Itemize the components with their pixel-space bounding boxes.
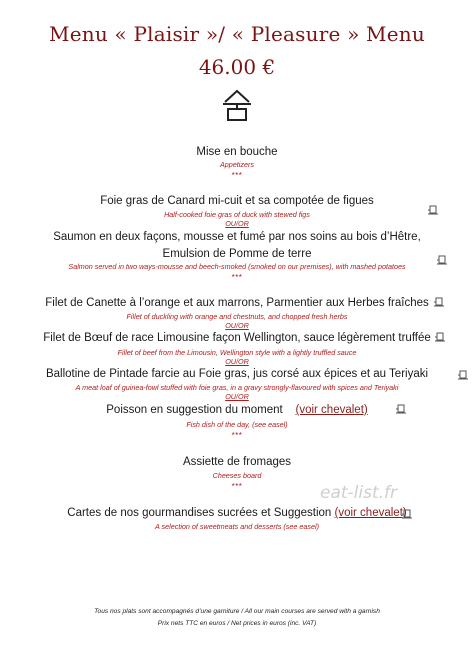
course-amuse-en: Appetizers xyxy=(220,160,254,169)
course-saumon-fr-line1: Saumon en deux façons, mousse et fumé par nos soins au bois d’Hêtre, xyxy=(53,231,421,243)
footer-garnish-note: Tous nos plats sont accompagnés d’une garniture / All our main courses are served with a garnish xyxy=(94,608,380,615)
menu-price: 46.00 € xyxy=(198,55,276,79)
dish-marker-icon xyxy=(401,509,413,520)
dish-marker-icon xyxy=(434,332,446,343)
separator-stars: *** xyxy=(231,431,243,440)
watermark: eat-list.fr xyxy=(320,483,398,503)
dish-marker-icon xyxy=(436,255,448,266)
dish-marker-icon xyxy=(433,297,445,308)
course-amuse-fr: Mise en bouche xyxy=(196,146,278,158)
course-boeuf-en: Fillet of beef from the Limousin, Wellington style with a lightly truffled sauce xyxy=(117,348,357,357)
course-poisson-fr: Poisson en suggestion du moment xyxy=(106,404,283,416)
course-canette-fr: Filet de Canette à l’orange et aux marrons, Parmentier aux Herbes fraîches xyxy=(45,297,429,309)
dish-marker-icon xyxy=(395,404,407,415)
separator-stars: *** xyxy=(231,482,243,491)
or-separator: OU/OR xyxy=(225,357,249,366)
course-poisson-en: Fish dish of the day, (see easel) xyxy=(186,420,288,429)
course-foie-en: Half-cooked foie gras of duck with stewed figs xyxy=(164,210,310,219)
course-canette-en: Fillet of duckling with orange and chestnuts, and chopped fresh herbs xyxy=(126,312,348,321)
easel-link[interactable]: (voir chevalet) xyxy=(295,404,368,416)
easel-link[interactable]: (voir chevalet) xyxy=(334,507,407,519)
house-logo-icon xyxy=(219,88,255,124)
course-fromages-fr: Assiette de fromages xyxy=(182,456,292,468)
dish-marker-icon xyxy=(427,205,439,216)
menu-title: Menu « Plaisir »/ « Pleasure » Menu xyxy=(49,22,425,46)
footer-price-note: Prix nets TTC en euros / Net prices in euros (inc. VAT) xyxy=(157,620,317,627)
course-saumon-en: Salmon served in two ways-mousse and beech-smoked (smoked on our premises), with mashed potatoes xyxy=(68,262,406,271)
or-separator: OU/OR xyxy=(225,392,249,401)
or-separator: OU/OR xyxy=(225,219,249,228)
course-pintade-en: A meat loaf of guinea-fowl stuffed with foie gras, in a gravy strongly-flavoured with spices and Teriyaki xyxy=(75,383,399,392)
course-fromages-en: Cheeses board xyxy=(212,471,262,480)
course-desserts-en: A selection of sweetmeats and desserts (see easel) xyxy=(155,522,319,531)
course-boeuf-fr: Filet de Bœuf de race Limousine façon Wellington, sauce légèrement truffée xyxy=(43,332,431,344)
separator-stars: *** xyxy=(231,171,243,180)
course-desserts-fr: Cartes de nos gourmandises sucrées et Suggestion xyxy=(67,507,332,519)
course-pintade-fr: Ballotine de Pintade farcie au Foie gras, jus corsé aux épices et au Teriyaki xyxy=(45,368,429,380)
course-saumon-fr-line2: Emulsion de Pomme de terre xyxy=(162,248,312,260)
or-separator: OU/OR xyxy=(225,321,249,330)
dish-marker-icon xyxy=(457,370,469,381)
separator-stars: *** xyxy=(231,273,243,282)
course-foie-fr: Foie gras de Canard mi-cuit et sa compotée de figues xyxy=(100,195,374,207)
